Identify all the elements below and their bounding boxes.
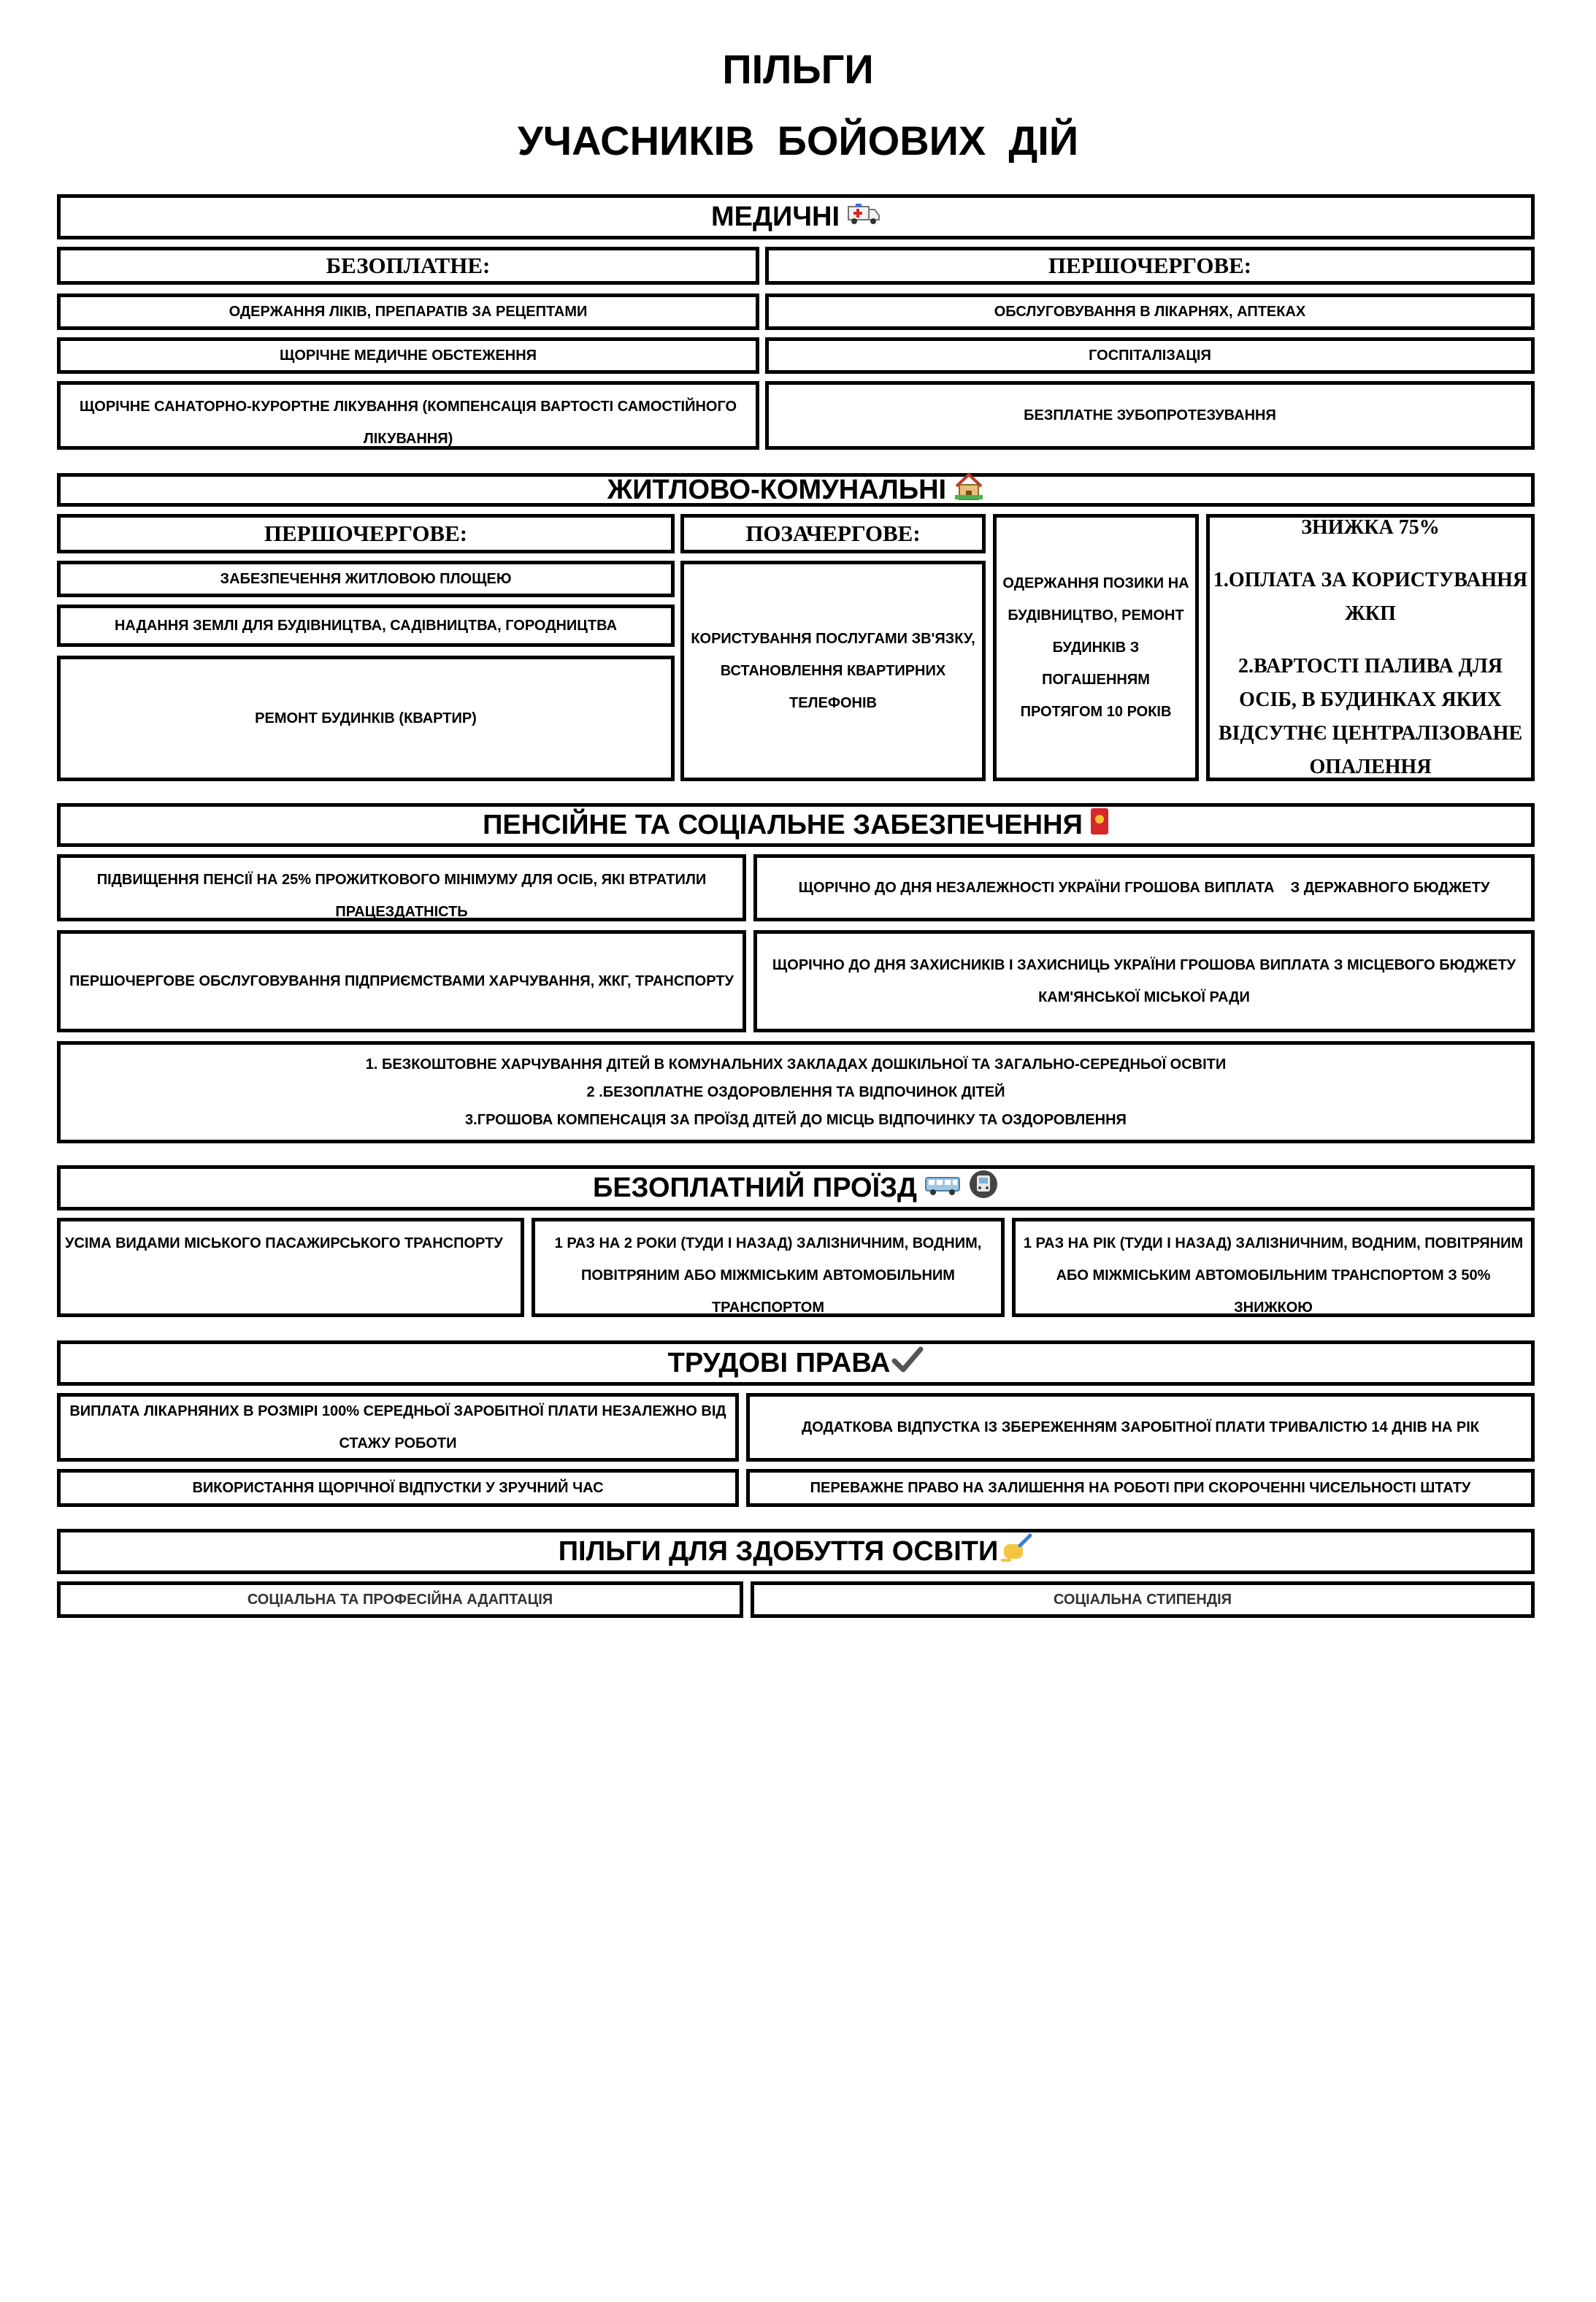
labor-heading: ТРУДОВІ ПРАВА (667, 1347, 891, 1378)
pension-item-3: ПЕРШОЧЕРГОВЕ ОБСЛУГОВУВАННЯ ПІДПРИЄМСТВАМИ ХАРЧУВАННЯ, ЖКГ, ТРАНСПОРТУ (57, 930, 746, 1032)
pension-item-1: ПІДВИЩЕННЯ ПЕНСІЇ НА 25% ПРОЖИТКОВОГО МІНІМУМУ ДЛЯ ОСІБ, ЯКІ ВТРАТИЛИ ПРАЦЕЗДАТНІСТЬ (57, 854, 746, 921)
transport-heading: БЕЗОПЛАТНИЙ ПРОЇЗД (593, 1172, 917, 1203)
housing-priority-item-3: РЕМОНТ БУДИНКІВ (КВАРТИР) (57, 656, 675, 781)
pension-heading: ПЕНСІЙНЕ ТА СОЦІАЛЬНЕ ЗАБЕЗПЕЧЕННЯ (483, 809, 1083, 840)
housing-priority-item-1: ЗАБЕЗПЕЧЕННЯ ЖИТЛОВОЮ ПЛОЩЕЮ (57, 561, 675, 597)
housing-priority-label: ПЕРШОЧЕРГОВЕ: (57, 514, 675, 553)
housing-out-of-turn-item: КОРИСТУВАННЯ ПОСЛУГАМИ ЗВ'ЯЗКУ, ВСТАНОВЛЕННЯ КВАРТИРНИХ ТЕЛЕФОНІВ (680, 561, 986, 781)
education-item-2: СОЦІАЛЬНА СТИПЕНДІЯ (751, 1581, 1535, 1618)
transport-section-header (57, 1165, 1535, 1211)
housing-discount-2: 2.ВАРТОСТІ ПАЛИВА ДЛЯ ОСІБ, В БУДИНКАХ ЯКИХ ВІДСУТНЄ ЦЕНТРАЛІЗОВАНЕ ОПАЛЕННЯ (1218, 655, 1523, 778)
housing-out-of-turn-label: ПОЗАЧЕРГОВЕ: (680, 514, 986, 553)
bus-icon (924, 1173, 961, 1204)
housing-discount-1: 1.ОПЛАТА ЗА КОРИСТУВАННЯ ЖКП (1213, 569, 1528, 625)
labor-item-2: ДОДАТКОВА ВІДПУСТКА ІЗ ЗБЕРЕЖЕННЯМ ЗАРОБІТНОЇ ПЛАТИ ТРИВАЛІСТЮ 14 ДНІВ НА РІК (746, 1393, 1535, 1462)
pension-children-1: 1. БЕЗКОШТОВНЕ ХАРЧУВАННЯ ДІТЕЙ В КОМУНАЛЬНИХ ЗАКЛАДАХ ДОШКІЛЬНОЇ ТА ЗАГАЛЬНО-СЕРЕДНЬОЇ ОСВІТИ (365, 1056, 1227, 1073)
housing-priority-item-2: НАДАННЯ ЗЕМЛІ ДЛЯ БУДІВНИЦТВА, САДІВНИЦТВА, ГОРОДНИЦТВА (57, 605, 675, 647)
medical-free-item-3: ЩОРІЧНЕ САНАТОРНО-КУРОРТНЕ ЛІКУВАННЯ (КОМПЕНСАЦІЯ ВАРТОСТІ САМОСТІЙНОГО ЛІКУВАННЯ) (57, 381, 759, 450)
transport-item-1: УСІМА ВИДАМИ МІСЬКОГО ПАСАЖИРСЬКОГО ТРАНСПОРТУ (57, 1218, 524, 1317)
check-mark-icon (891, 1345, 924, 1381)
page-title-line2: УЧАСНИКІВ БОЙОВИХ ДІЙ (517, 118, 1079, 164)
page-title-line1: ПІЛЬГИ (722, 46, 874, 92)
writing-hand-icon (1000, 1532, 1033, 1570)
housing-section-header (57, 473, 1535, 507)
medical-priority-label: ПЕРШОЧЕРГОВЕ: (765, 247, 1535, 285)
pension-item-2: ЩОРІЧНО ДО ДНЯ НЕЗАЛЕЖНОСТІ УКРАЇНИ ГРОШОВА ВИПЛАТА З ДЕРЖАВНОГО БЮДЖЕТУ (753, 854, 1535, 921)
labor-section-header (57, 1340, 1535, 1386)
medical-free-label: БЕЗОПЛАТНЕ: (57, 247, 759, 285)
housing-discount-box (1206, 514, 1535, 781)
pension-children-box (57, 1041, 1535, 1143)
housing-heading: ЖИТЛОВО-КОМУНАЛЬНІ (607, 474, 947, 505)
labor-item-3: ВИКОРИСТАННЯ ЩОРІЧНОЇ ВІДПУСТКИ У ЗРУЧНИЙ ЧАС (57, 1469, 739, 1507)
medical-priority-item-2: ГОСПІТАЛІЗАЦІЯ (765, 337, 1535, 374)
house-icon (954, 472, 984, 508)
housing-loan-item: ОДЕРЖАННЯ ПОЗИКИ НА БУДІВНИЦТВО, РЕМОНТ БУДИНКІВ З ПОГАШЕННЯМ ПРОТЯГОМ 10 РОКІВ (993, 514, 1199, 781)
medical-free-item-2: ЩОРІЧНЕ МЕДИЧНЕ ОБСТЕЖЕННЯ (57, 337, 759, 374)
labor-item-1: ВИПЛАТА ЛІКАРНЯНИХ В РОЗМІРІ 100% СЕРЕДНЬОЇ ЗАРОБІТНОЇ ПЛАТИ НЕЗАЛЕЖНО ВІД СТАЖУ РОБОТИ (57, 1393, 739, 1462)
labor-item-4: ПЕРЕВАЖНЕ ПРАВО НА ЗАЛИШЕННЯ НА РОБОТІ ПРИ СКОРОЧЕННІ ЧИСЕЛЬНОСТІ ШТАТУ (746, 1469, 1535, 1507)
medical-priority-item-3: БЕЗПЛАТНЕ ЗУБОПРОТЕЗУВАННЯ (765, 381, 1535, 450)
metro-icon (968, 1169, 999, 1207)
ambulance-icon (847, 201, 881, 233)
education-section-header (57, 1529, 1535, 1574)
pension-children-3: 3.ГРОШОВА КОМПЕНСАЦІЯ ЗА ПРОЇЗД ДІТЕЙ ДО МІСЦЬ ВІДПОЧИНКУ ТА ОЗДОРОВЛЕННЯ (465, 1112, 1127, 1128)
medical-section-header (57, 194, 1535, 239)
medical-free-item-1: ОДЕРЖАННЯ ЛІКІВ, ПРЕПАРАТІВ ЗА РЕЦЕПТАМИ (57, 293, 759, 330)
transport-item-3: 1 РАЗ НА РІК (ТУДИ І НАЗАД) ЗАЛІЗНИЧНИМ, ВОДНИМ, ПОВІТРЯНИМ АБО МІЖМІСЬКИМ АВТОМОБІЛЬНИМ ТРАНСПОРТОМ З 50% ЗНИЖКОЮ (1012, 1218, 1535, 1317)
transport-item-2: 1 РАЗ НА 2 РОКИ (ТУДИ І НАЗАД) ЗАЛІЗНИЧНИМ, ВОДНИМ, ПОВІТРЯНИМ АБО МІЖМІСЬКИМ АВТОМОБІЛЬНИМ ТРАНСПОРТОМ (532, 1218, 1005, 1317)
pension-item-4: ЩОРІЧНО ДО ДНЯ ЗАХИСНИКІВ І ЗАХИСНИЦЬ УКРАЇНИ ГРОШОВА ВИПЛАТА З МІСЦЕВОГО БЮДЖЕТУ КАМ'ЯНСЬКОЇ МІСЬКОЇ РАДИ (753, 930, 1535, 1032)
medical-priority-item-1: ОБСЛУГОВУВАННЯ В ЛІКАРНЯХ, АПТЕКАХ (765, 293, 1535, 330)
medical-heading: МЕДИЧНІ (710, 201, 840, 232)
housing-discount-title: ЗНИЖКА 75% (1301, 516, 1440, 539)
pension-section-header (57, 803, 1535, 847)
education-item-1: СОЦІАЛЬНА ТА ПРОФЕСІЙНА АДАПТАЦІЯ (57, 1581, 743, 1618)
education-heading: ПІЛЬГИ ДЛЯ ЗДОБУТТЯ ОСВІТИ (558, 1535, 999, 1567)
red-envelope-icon (1090, 807, 1109, 843)
pension-children-2: 2 .БЕЗОПЛАТНЕ ОЗДОРОВЛЕННЯ ТА ВІДПОЧИНОК ДІТЕЙ (586, 1084, 1005, 1100)
